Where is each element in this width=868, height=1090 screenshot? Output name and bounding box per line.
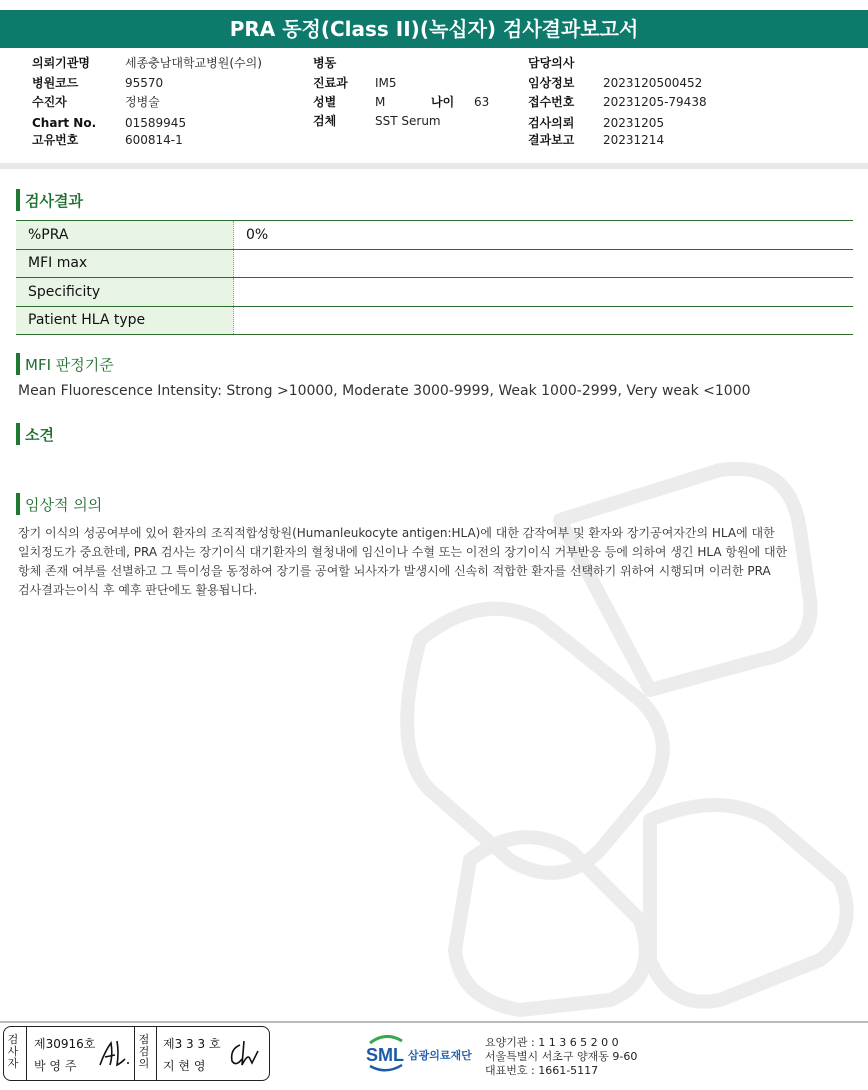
receipt-no-label: 접수번호 xyxy=(528,95,575,109)
result-key: %PRA xyxy=(16,221,234,250)
age-label: 나이 xyxy=(431,95,455,109)
clinical-heading-text: 임상적 의의 xyxy=(25,495,103,514)
inspector-license-no: 제3 3 3 호 xyxy=(163,1037,221,1051)
section-accent-bar xyxy=(16,353,20,375)
sml-logo-icon xyxy=(366,1033,481,1075)
report-date-label: 결과보고 xyxy=(528,133,575,147)
report-date-value: 20231214 xyxy=(603,133,665,147)
hospital-code-label: 병원코드 xyxy=(32,76,79,90)
physician-label: 담당의사 xyxy=(528,56,575,70)
mfi-criteria-text: Mean Fluorescence Intensity: Strong >10000, Moderate 3000-9999, Weak 1000-2999, Very weak <1000 xyxy=(18,383,751,399)
result-value: 0% xyxy=(234,221,854,250)
ward-label: 병동 xyxy=(313,56,337,70)
results-section-heading xyxy=(16,189,83,211)
result-value xyxy=(234,249,854,278)
clinical-info-value: 2023120500452 xyxy=(603,76,703,90)
org-address: 서울특별시 서초구 양재동 9-60 xyxy=(485,1050,638,1063)
receipt-no-value: 20231205-79438 xyxy=(603,95,707,109)
chart-no-value: 01589945 xyxy=(125,116,187,130)
inspector-name: 지 현 영 xyxy=(163,1059,206,1073)
result-value xyxy=(234,306,854,335)
examiner-name: 박 영 주 xyxy=(34,1059,77,1073)
table-row xyxy=(16,306,853,335)
mfi-section-heading xyxy=(16,353,114,375)
examiner-label: 검 사 자 xyxy=(7,1033,19,1070)
age-value: 63 xyxy=(474,95,490,109)
clinical-line: 항체 존재 여부를 선별하고 그 특이성을 동정하여 장기를 공여할 뇌사자가 발생시에 신속히 적합한 환자를 선택하기 위하여 시행되며 이러한 PRA xyxy=(18,564,771,578)
section-accent-bar xyxy=(16,189,20,211)
stamp-divider xyxy=(156,1027,157,1080)
table-row xyxy=(16,278,853,307)
clinical-line: 일치정도가 중요한데, PRA 검사는 장기이식 대기환자의 혈청내에 임신이나 수혈 또는 이전의 장기이식 거부반응 등에 의하여 생긴 HLA 항원에 대한 xyxy=(18,545,788,559)
logo-text: SML xyxy=(366,1045,404,1065)
examiner-signature-icon xyxy=(97,1037,133,1071)
result-key: MFI max xyxy=(16,249,234,278)
request-date-value: 20231205 xyxy=(603,116,665,130)
institution-code: 요양기관 : 1 1 3 6 5 2 0 0 xyxy=(485,1036,619,1049)
department-label: 진료과 xyxy=(313,76,348,90)
results-heading-text: 검사결과 xyxy=(25,191,83,210)
clinical-line: 장기 이식의 성공여부에 있어 환자의 조직적합성항원(Humanleukocyte antigen:HLA)에 대한 감작여부 및 환자와 장기공여자간의 HLA에 대한 xyxy=(18,526,775,540)
section-accent-bar xyxy=(16,493,20,515)
specimen-value: SST Serum xyxy=(375,114,441,128)
specimen-label: 검체 xyxy=(313,114,337,128)
opinion-heading-text: 소견 xyxy=(25,425,54,444)
sex-value: M xyxy=(375,95,386,109)
sex-label: 성별 xyxy=(313,95,337,109)
footer-divider xyxy=(0,1021,868,1023)
section-accent-bar xyxy=(16,423,20,445)
results-table xyxy=(16,220,853,335)
result-value xyxy=(234,278,854,307)
mfi-heading-text: MFI 판정기준 xyxy=(25,355,114,374)
clinical-info-label: 임상정보 xyxy=(528,76,575,90)
patient-label: 수진자 xyxy=(32,95,67,109)
hospital-code-value: 95570 xyxy=(125,76,164,90)
org-phone: 대표번호 : 1661-5117 xyxy=(485,1064,599,1077)
org-name: 삼광의료재단 xyxy=(408,1049,472,1062)
clinical-paragraph xyxy=(18,524,828,600)
result-key: Patient HLA type xyxy=(16,306,234,335)
table-row xyxy=(16,221,853,250)
clinical-line: 검사결과는이식 후 예후 판단에도 활용됩니다. xyxy=(18,583,258,597)
opinion-section-heading xyxy=(16,423,54,445)
result-key: Specificity xyxy=(16,278,234,307)
signature-box xyxy=(3,1026,270,1081)
report-title: PRA 동정(Class II)(녹십자) 검사결과보고서 xyxy=(0,10,868,48)
header-divider xyxy=(0,163,868,169)
patient-value: 정병술 xyxy=(125,95,160,109)
institution-value: 세종충남대학교병원(수의) xyxy=(125,56,262,70)
stamp-divider xyxy=(26,1027,27,1080)
chart-no-label: Chart No. xyxy=(32,116,97,130)
inspector-signature-icon xyxy=(226,1037,262,1071)
unique-no-label: 고유번호 xyxy=(32,133,79,147)
sml-logo xyxy=(366,1033,481,1079)
unique-no-value: 600814-1 xyxy=(125,133,183,147)
stamp-divider xyxy=(134,1027,135,1080)
institution-label: 의뢰기관명 xyxy=(32,56,90,70)
clinical-section-heading xyxy=(16,493,102,515)
examiner-license-no: 제30916호 xyxy=(34,1037,96,1051)
request-date-label: 검사의뢰 xyxy=(528,116,575,130)
inspector-label: 점 검 의 xyxy=(138,1033,150,1070)
table-row xyxy=(16,249,853,278)
department-value: IM5 xyxy=(375,76,397,90)
